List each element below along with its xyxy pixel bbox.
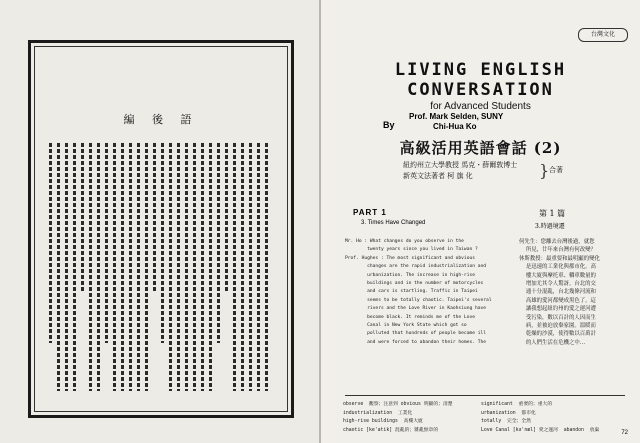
text-column <box>217 143 220 343</box>
text-column <box>169 143 172 391</box>
part-subtitle: 3. Times Have Changed <box>361 220 426 226</box>
text-column <box>209 143 212 391</box>
credit-line-1: 紐約州立大學教授 馬克・薛爾敦博士 <box>403 161 518 169</box>
text-column <box>233 143 236 391</box>
credit-line-2: 新英文法著者 柯 旗 化 <box>403 172 473 180</box>
part-label-cn: 第 1 篇 <box>539 209 566 218</box>
author-1: Prof. Mark Selden, SUNY <box>409 112 504 121</box>
text-column <box>257 143 260 391</box>
text-column <box>265 143 268 391</box>
glossary-right: significant 重要的；重大的 urbanization 都市化 totally 完全；全然 Love Canal [kə'næl] 愛之運河 abandon 放棄 <box>481 402 600 433</box>
part-label: PART 1 <box>353 208 387 217</box>
text-column <box>121 143 124 391</box>
credit-role: 合著 <box>549 166 563 174</box>
by-label: By <box>383 120 395 130</box>
text-column <box>57 143 60 391</box>
text-column <box>81 143 84 293</box>
dialogue-english: Mr. Ho : What changes do you observe in the twenty years since you lived in Taiwan ? Prof. Hughes : The most significant and obvious changes are the rapid industrialization and urbanization. The increase in high-rise buildings and in the number of motorcycles and cars is startling. Traffic in Taipei seems to be totally chaotic. Taipei's several rivers and the Love River in Kaohsiung have become black. It reminds me of the Love Canal in New York State which got so polluted that hundreds of people became ill and were forced to abandon their homes. The <box>345 239 492 345</box>
chinese-title: 高級活用英語會話 (2) <box>399 139 562 157</box>
text-column <box>49 143 52 343</box>
text-column <box>201 143 204 391</box>
text-column <box>193 143 196 391</box>
text-column <box>177 143 180 391</box>
credit-brace: } <box>539 161 550 180</box>
text-column <box>73 143 76 391</box>
editorial-heading: 編 後 語 <box>123 113 199 126</box>
subtitle: for Advanced Students <box>430 101 531 112</box>
editorial-vertical-text <box>49 143 275 391</box>
text-column <box>153 143 156 293</box>
part-subtitle-cn: 3.時過境遷 <box>535 223 565 230</box>
text-column <box>89 143 92 391</box>
text-column <box>185 143 188 391</box>
dialogue-chinese: 何先生：您離去台灣後過，就您 所見，廿年來台灣有何改變？ 休斯教授：最重要和最明顯的變化 是迅速的工業化與都市化。高 樓大廈與摩托車、轎車數量的 增加尤其令人驚訝。台北的交 通十分混亂，台北幾條河流和 高雄的愛河都變成黑色了。這 讓我想起紐約州的愛之運河遭 受污染，數以百計的人因而生 病，並被迫放棄家園。溫暖而 乾燥的沙漠，使得數以百萬計 的人們生活在危機之中… <box>519 239 600 346</box>
title-line-2: CONVERSATION <box>407 80 554 100</box>
right-page <box>321 0 640 443</box>
text-column <box>137 143 140 391</box>
glossary-left: observe 觀察；注意到 obvious 明顯的；清楚 industrialization 工業化 high-rise buildings 高樓大廈 chaotic [ke'atik] 混亂的；雜亂無章的 <box>343 402 453 433</box>
text-column <box>129 143 132 391</box>
text-column <box>225 143 228 293</box>
title-line-1: LIVING ENGLISH <box>394 60 567 80</box>
text-column <box>241 143 244 391</box>
author-2: Chi-Hua Ko <box>433 122 477 131</box>
glossary-divider <box>345 395 625 396</box>
text-column <box>249 143 252 391</box>
editorial-frame <box>28 40 294 418</box>
text-column <box>65 143 68 391</box>
text-column <box>161 143 164 343</box>
text-column <box>113 143 116 391</box>
left-page <box>0 0 319 443</box>
text-column <box>145 143 148 391</box>
magazine-tag: 台灣文化 <box>578 28 628 42</box>
text-column <box>97 143 100 391</box>
text-column <box>105 143 108 343</box>
page-number: 72 <box>621 430 628 436</box>
